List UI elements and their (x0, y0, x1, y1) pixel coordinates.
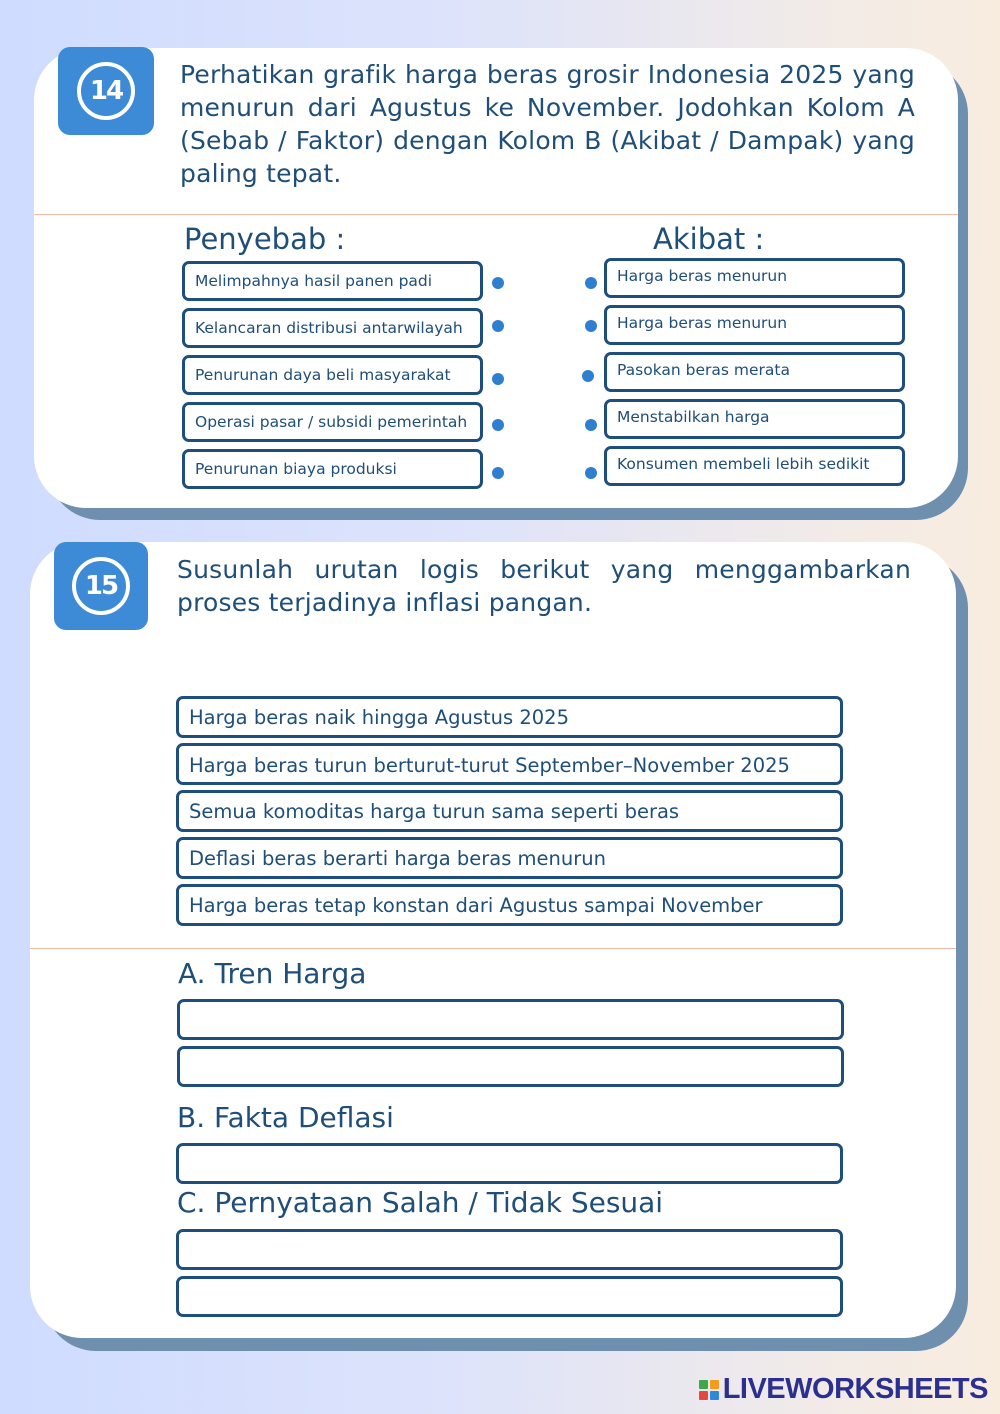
liveworksheets-logo (699, 1373, 988, 1406)
statement-item[interactable]: Harga beras tetap konstan dari Agustus sampai November (176, 884, 843, 926)
cause-connector-dot[interactable] (492, 320, 504, 332)
cause-item[interactable]: Melimpahnya hasil panen padi (182, 261, 483, 301)
cause-connector-dot[interactable] (492, 373, 504, 385)
question-15-badge (54, 542, 148, 630)
effect-item[interactable]: Konsumen membeli lebih sedikit (604, 446, 905, 486)
effect-item[interactable]: Menstabilkan harga (604, 399, 905, 439)
statement-item[interactable]: Semua komoditas harga turun sama seperti beras (176, 790, 843, 832)
cause-connector-dot[interactable] (492, 419, 504, 431)
cause-column-title: Penyebab : (184, 222, 346, 256)
divider-14 (34, 214, 958, 215)
section-a-label: A. Tren Harga (178, 957, 367, 990)
answer-slot-a2[interactable] (177, 1046, 844, 1087)
cause-item[interactable]: Operasi pasar / subsidi pemerintah (182, 402, 483, 442)
cause-item[interactable]: Kelancaran distribusi antarwilayah (182, 308, 483, 348)
answer-slot-c2[interactable] (176, 1276, 843, 1317)
brand-name: LIVEWORKSHEETS (722, 1373, 988, 1405)
section-b-label: B. Fakta Deflasi (177, 1101, 394, 1134)
answer-slot-a1[interactable] (177, 999, 844, 1040)
statement-item[interactable]: Harga beras turun berturut-turut September–November 2025 (176, 743, 843, 785)
cause-item[interactable]: Penurunan biaya produksi (182, 449, 483, 489)
cause-connector-dot[interactable] (492, 467, 504, 479)
effect-connector-dot[interactable] (585, 277, 597, 289)
question-14-badge (58, 47, 154, 135)
cause-item[interactable]: Penurunan daya beli masyarakat (182, 355, 483, 395)
answer-slot-b1[interactable] (176, 1143, 843, 1184)
effect-connector-dot[interactable] (582, 370, 594, 382)
question-15-text: Susunlah urutan logis berikut yang menggambarkan proses terjadinya inflasi pangan. (177, 555, 911, 617)
effect-item[interactable]: Pasokan beras merata (604, 352, 905, 392)
question-number-15: 15 (72, 557, 130, 615)
question-14-text: Perhatikan grafik harga beras grosir Indonesia 2025 yang menurun dari Agustus ke November. Jodohkan Kolom A (Sebab / Faktor) dengan Kolom B (Akibat / Dampak) yang paling tepat. (180, 60, 915, 188)
effect-column-title: Akibat : (653, 222, 765, 256)
statement-item[interactable]: Deflasi beras berarti harga beras menurun (176, 837, 843, 879)
statement-item[interactable]: Harga beras naik hingga Agustus 2025 (176, 696, 843, 738)
divider-15 (30, 948, 956, 949)
effect-item[interactable]: Harga beras menurun (604, 258, 905, 298)
effect-item[interactable]: Harga beras menurun (604, 305, 905, 345)
question-number-14: 14 (77, 62, 135, 120)
liveworksheets-icon (699, 1380, 719, 1400)
effect-connector-dot[interactable] (585, 467, 597, 479)
effect-connector-dot[interactable] (585, 320, 597, 332)
effect-connector-dot[interactable] (585, 419, 597, 431)
section-c-label: C. Pernyataan Salah / Tidak Sesuai (177, 1186, 664, 1219)
cause-connector-dot[interactable] (492, 277, 504, 289)
answer-slot-c1[interactable] (176, 1229, 843, 1270)
